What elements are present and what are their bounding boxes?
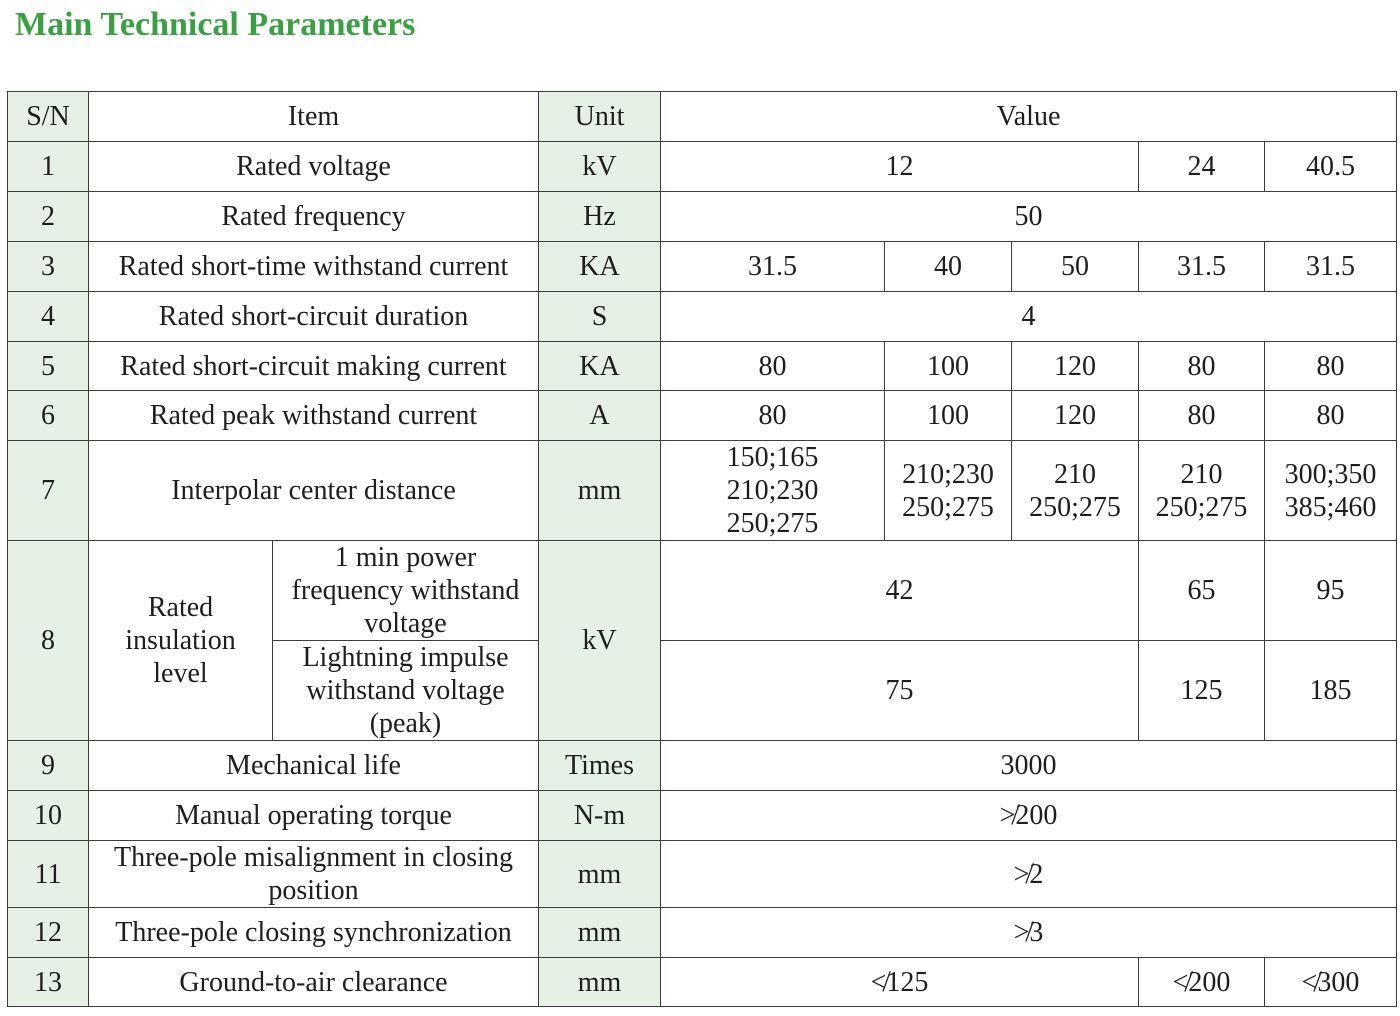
- header-row: [8, 92, 1397, 142]
- page-title: Main Technical Parameters: [15, 6, 416, 43]
- sn-cell: 12: [8, 908, 89, 958]
- sn-cell: 4: [8, 292, 89, 342]
- value-cell: 80: [661, 391, 885, 441]
- unit-cell: Times: [539, 741, 661, 791]
- value-cell: 80: [1139, 391, 1265, 441]
- unit-cell: A: [539, 391, 661, 441]
- value-cell: 31.5: [1139, 242, 1265, 292]
- item-cell: Manual operating torque: [89, 791, 539, 841]
- row-interpolar-center-distance: [8, 441, 1397, 541]
- item-cell: Ground-to-air clearance: [89, 958, 539, 1007]
- row-mechanical-life: [8, 741, 1397, 791]
- unit-cell: mm: [539, 958, 661, 1007]
- value-cell: 80: [1265, 391, 1397, 441]
- value-line: 385;460: [1284, 491, 1377, 523]
- value-line: 250;275: [1029, 491, 1121, 523]
- value-line: 150;165: [726, 442, 819, 473]
- value-cell: 65: [1139, 541, 1265, 641]
- value-cell: 80: [1265, 342, 1397, 391]
- row-three-pole-misalignment: [8, 841, 1397, 908]
- value-line: 210;230: [726, 475, 819, 506]
- value-cell: 80: [1139, 342, 1265, 391]
- technical-parameters-table: [7, 91, 1397, 1007]
- value-cell: 100: [885, 391, 1012, 441]
- value-cell: [661, 441, 885, 541]
- item-cell: Rated short-circuit making current: [89, 342, 539, 391]
- item-cell: Rated short-circuit duration: [89, 292, 539, 342]
- row-peak-withstand-current: [8, 391, 1397, 441]
- row-manual-operating-torque: [8, 791, 1397, 841]
- value-cell: 40: [885, 242, 1012, 292]
- unit-cell: S: [539, 292, 661, 342]
- value-cell: 40.5: [1265, 142, 1397, 192]
- unit-cell: mm: [539, 841, 661, 908]
- item-cell: Rated insulation level: [89, 541, 273, 741]
- value-cell: 120: [1012, 391, 1139, 441]
- sn-cell: 6: [8, 391, 89, 441]
- sn-cell: 13: [8, 958, 89, 1007]
- sn-cell: 7: [8, 441, 89, 541]
- row-insulation-power-frequency: [8, 541, 1397, 641]
- value-cell: [1139, 441, 1265, 541]
- sub-item-cell: 1 min power frequency withstand voltage: [273, 541, 539, 641]
- header-item: Item: [89, 92, 539, 142]
- item-cell: Rated peak withstand current: [89, 391, 539, 441]
- sn-cell: 5: [8, 342, 89, 391]
- value-cell: 24: [1139, 142, 1265, 192]
- value-cell: 4: [661, 292, 1397, 342]
- unit-cell: kV: [539, 142, 661, 192]
- value-cell: 80: [661, 342, 885, 391]
- header-unit: Unit: [539, 92, 661, 142]
- item-cell: Interpolar center distance: [89, 441, 539, 541]
- row-ground-to-air-clearance: [8, 958, 1397, 1007]
- sn-cell: 11: [8, 841, 89, 908]
- value-cell: 100: [885, 342, 1012, 391]
- value-cell: [885, 441, 1012, 541]
- sn-cell: 1: [8, 142, 89, 192]
- value-cell: [1012, 441, 1139, 541]
- item-cell: Rated frequency: [89, 192, 539, 242]
- unit-cell: KA: [539, 242, 661, 292]
- row-three-pole-synchronization: [8, 908, 1397, 958]
- value-cell: ≯3: [661, 908, 1397, 958]
- value-cell: 120: [1012, 342, 1139, 391]
- value-cell: 31.5: [661, 242, 885, 292]
- value-cell: 31.5: [1265, 242, 1397, 292]
- value-cell: [1265, 441, 1397, 541]
- value-line: 250;275: [902, 491, 994, 523]
- header-sn: S/N: [8, 92, 89, 142]
- value-cell: 42: [661, 541, 1139, 641]
- value-cell: 12: [661, 142, 1139, 192]
- value-line: 210;230: [902, 458, 994, 490]
- row-rated-frequency: [8, 192, 1397, 242]
- item-cell: Rated voltage: [89, 142, 539, 192]
- value-cell: 75: [661, 641, 1139, 741]
- sub-item-cell: Lightning impulse withstand voltage (peak): [273, 641, 539, 741]
- table-body: [8, 92, 1397, 1007]
- unit-cell: kV: [539, 541, 661, 741]
- sn-cell: 3: [8, 242, 89, 292]
- value-cell: ≮300: [1265, 958, 1397, 1007]
- value-cell: 125: [1139, 641, 1265, 741]
- sn-cell: 9: [8, 741, 89, 791]
- value-cell: ≮125: [661, 958, 1139, 1007]
- value-cell: 50: [1012, 242, 1139, 292]
- value-cell: 95: [1265, 541, 1397, 641]
- value-line: 250;275: [1155, 491, 1248, 523]
- value-cell: ≯2: [661, 841, 1397, 908]
- value-cell: ≮200: [1139, 958, 1265, 1007]
- value-line: 210: [1054, 458, 1096, 490]
- item-cell: Three-pole misalignment in closing position: [89, 841, 539, 908]
- item-cell: Three-pole closing synchronization: [89, 908, 539, 958]
- unit-cell: KA: [539, 342, 661, 391]
- row-short-circuit-making-current: [8, 342, 1397, 391]
- unit-cell: N-m: [539, 791, 661, 841]
- row-short-circuit-duration: [8, 292, 1397, 342]
- unit-cell: mm: [539, 441, 661, 541]
- header-value: Value: [661, 92, 1397, 142]
- value-cell: ≯200: [661, 791, 1397, 841]
- item-cell: Mechanical life: [89, 741, 539, 791]
- value-cell: 3000: [661, 741, 1397, 791]
- unit-cell: mm: [539, 908, 661, 958]
- row-short-time-withstand-current: [8, 242, 1397, 292]
- unit-cell: Hz: [539, 192, 661, 242]
- sn-cell: 2: [8, 192, 89, 242]
- value-cell: 185: [1265, 641, 1397, 741]
- item-cell: Rated short-time withstand current: [89, 242, 539, 292]
- row-rated-voltage: [8, 142, 1397, 192]
- value-line: 210: [1180, 458, 1223, 490]
- value-line: 250;275: [726, 508, 819, 539]
- sn-cell: 10: [8, 791, 89, 841]
- value-cell: 50: [661, 192, 1397, 242]
- value-line: 300;350: [1284, 458, 1377, 490]
- sn-cell: 8: [8, 541, 89, 741]
